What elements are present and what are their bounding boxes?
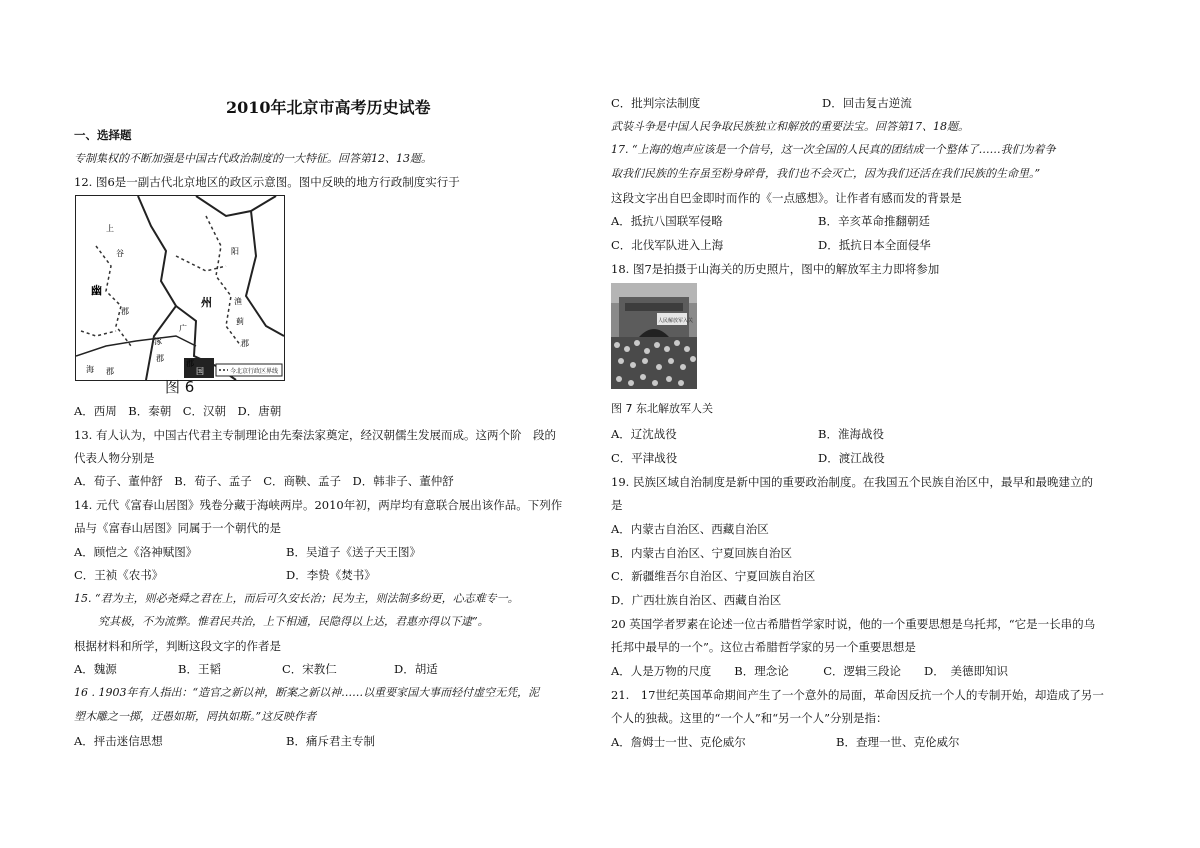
photo-sign-text: 人民解放军入关 <box>658 318 694 324</box>
map-label: 郡 <box>186 359 194 368</box>
question-16-option-b: B．痛斥君主专制 <box>286 734 375 748</box>
question-15-prompt: 根据材料和所学，判断这段文字的作者是 <box>74 639 281 653</box>
question-21: 21. 17世纪英国革命期间产生了一个意外的局面，革命因反抗一个人的专制开始，却造成了另一 <box>611 688 1104 702</box>
question-14-cont: 品与《富春山居图》同属于一个朝代的是 <box>74 521 281 535</box>
question-19-option-b: B．内蒙古自治区、宁夏回族自治区 <box>611 546 792 560</box>
question-19-option-a: A．内蒙古自治区、西藏自治区 <box>611 522 769 536</box>
question-19-option-c: C．新疆维吾尔自治区、宁夏回族自治区 <box>611 569 816 583</box>
question-13-options: A．荀子、董仲舒 B．荀子、孟子 C．商鞅、孟子 D．韩非子、董仲舒 <box>74 474 454 488</box>
question-17-cont: 取我们民族的生存虽至粉身碎骨，我们也不会灭亡，因为我们还活在我们民族的生命里。” <box>611 167 1041 180</box>
question-16-option-c: C．批判宗法制度 <box>611 96 701 110</box>
map-label: 郡 <box>241 339 249 348</box>
question-18-option-a: A．辽沈战役 <box>611 427 677 441</box>
question-15: 15. “君为主，则必尧舜之君在上，而后可久安长治；民为主，则法制多纷更，心志难专一。 <box>74 592 519 605</box>
question-14-option-b: B．吴道子《送子天王图》 <box>286 545 421 559</box>
question-12: 12. 图6是一副古代北京地区的政区示意图。图中反映的地方行政制度实行于 <box>74 175 460 189</box>
question-21-option-b: B．查理一世、克伦威尔 <box>836 735 960 749</box>
question-17-option-a: A．抵抗八国联军侵略 <box>611 214 723 228</box>
map-label: 郡 <box>156 354 164 363</box>
page-title: 2010年北京市高考历史试卷 <box>226 98 431 117</box>
question-12-options: A．西周 B．秦朝 C．汉朝 D．唐朝 <box>74 404 282 418</box>
map-label: 涿 <box>154 337 162 346</box>
photo-figure-7 <box>611 283 697 389</box>
map-label: 幽 <box>91 284 102 297</box>
question-21-option-a: A．詹姆士一世、克伦威尔 <box>611 735 746 749</box>
question-19-cont: 是 <box>611 498 623 512</box>
question-15-option-d: D．胡适 <box>394 662 438 676</box>
map-caption: 图 6 <box>165 378 195 396</box>
question-13-cont: 代表人物分别是 <box>74 451 155 465</box>
question-16-option-d: D．回击复古逆流 <box>822 96 912 110</box>
question-13: 13. 有人认为，中国古代君主专制理论由先秦法家奠定，经汉朝儒生发展而成。这两个阶 段的 <box>74 428 556 442</box>
question-17-option-c: C．北伐军队进入上海 <box>611 238 724 252</box>
question-14-option-d: D．李贽《焚书》 <box>286 568 376 582</box>
question-17-option-d: D．抵抗日本全面侵华 <box>818 238 931 252</box>
question-20: 20 英国学者罗素在论述一位古希腊哲学家时说，他的一个重要思想是乌托邦，“它是一长串的乌 <box>611 617 1096 631</box>
photo-drawing <box>611 283 697 389</box>
question-17-prompt: 这段文字出自巴金即时而作的《一点感想》。让作者有感而发的背景是 <box>611 191 962 205</box>
question-17: 17. “上海的炮声应该是一个信号，这一次全国的人民真的团结成一个整体了……我们为着争 <box>611 143 1056 156</box>
question-18: 18. 图7是拍摄于山海关的历史照片，图中的解放军主力即将参加 <box>611 262 940 276</box>
question-14-option-a: A．顾恺之《洛神赋图》 <box>74 545 198 559</box>
map-label: 上 <box>106 224 114 233</box>
map-drawing <box>76 196 284 380</box>
map-label: 郡 <box>106 367 114 376</box>
question-21-cont: 个人的独裁。这里的“一个人”和“另一个人”分别是指： <box>611 711 888 725</box>
map-label: 谷 <box>116 249 124 258</box>
question-15-quote-cont: 究其极，不为流弊。惟君民共治，上下相通，民隐得以上达，君惠亦得以下逮”。 <box>98 615 489 628</box>
question-20-options: A．人是万物的尺度 B．理念论 C．逻辑三段论 D． 美德即知识 <box>611 664 1009 678</box>
question-17-option-b: B．辛亥革命推翻朝廷 <box>818 214 930 228</box>
intro-12-13: 专制集权的不断加强是中国古代政治制度的一大特征。回答第12、13题。 <box>74 152 432 165</box>
question-15-option-b: B．王韬 <box>178 662 221 676</box>
question-18-option-c: C．平津战役 <box>611 451 678 465</box>
map-label: 海 <box>86 365 94 374</box>
question-16-cont: 塑木雕之一掷，迂愚如斯，罔执如斯。”这反映作者 <box>74 710 317 723</box>
question-18-option-b: B．淮海战役 <box>818 427 884 441</box>
question-19: 19. 民族区域自治制度是新中国的重要政治制度。在我国五个民族自治区中，最早和最晚建立的 <box>611 475 1093 489</box>
question-18-option-d: D．渡江战役 <box>818 451 885 465</box>
question-20-cont: 托邦中最早的一个”。这位古希腊哲学家的另一个重要思想是 <box>611 640 916 654</box>
photo-caption: 图 7 东北解放军人关 <box>611 402 713 415</box>
question-15-option-c: C．宋教仁 <box>282 662 337 676</box>
question-15-option-a: A．魏源 <box>74 662 117 676</box>
question-16: 16 . 1903年有人指出：“造官之新以神，断案之新以神……以重要家国大事而轻付虚空无凭，泥 <box>74 686 540 699</box>
map-figure-6 <box>75 195 285 381</box>
map-label: 郡 <box>121 307 129 316</box>
map-label: 国 <box>196 367 204 376</box>
question-14: 14. 元代《富春山居图》残卷分藏于海峡两岸。2010年初，两岸均有意联合展出该作品。下列作 <box>74 498 563 512</box>
map-label: 渔 <box>234 297 242 306</box>
question-14-option-c: C．王祯《农书》 <box>74 568 164 582</box>
map-label: 阳 <box>231 247 239 256</box>
map-label: 蓟 <box>236 317 244 326</box>
section-heading: 一、选择题 <box>74 128 132 142</box>
question-19-option-d: D．广西壮族自治区、西藏自治区 <box>611 593 782 607</box>
map-label: 广 <box>179 324 187 333</box>
intro-17-18: 武装斗争是中国人民争取民族独立和解放的重要法宝。回答第17、18题。 <box>611 120 969 133</box>
map-legend-text: 今北京行政区界线 <box>230 368 279 375</box>
question-16-option-a: A．抨击迷信思想 <box>74 734 163 748</box>
map-label: 州 <box>201 296 212 309</box>
